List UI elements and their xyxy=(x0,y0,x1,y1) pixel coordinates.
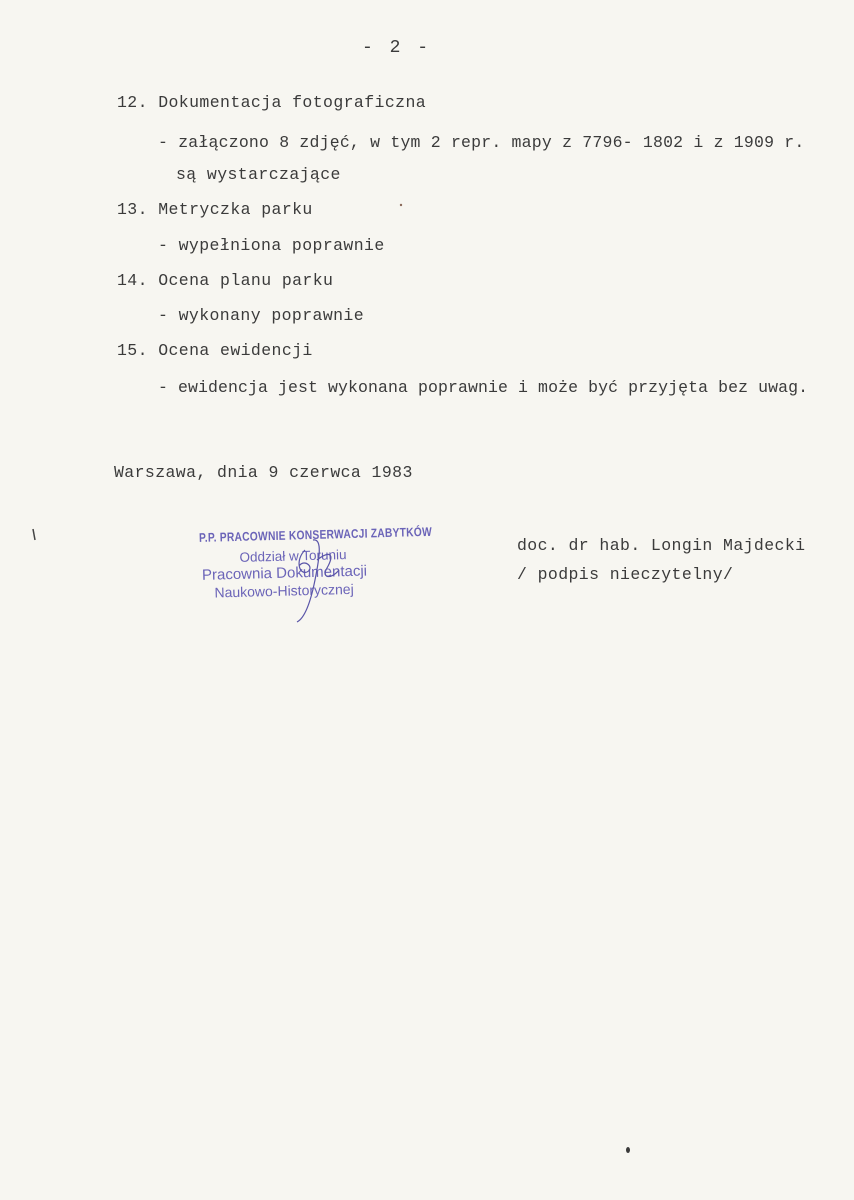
item-15-detail: - ewidencja jest wykonana poprawnie i może być przyjęta bez uwag. xyxy=(158,378,809,397)
stamp-line-3: Pracownia Dokumentacji xyxy=(201,562,368,584)
item-14-label: 14. Ocena planu parku xyxy=(117,271,334,290)
item-12-detail-continued: są wystarczające xyxy=(176,165,341,184)
place-and-date: Warszawa, dnia 9 czerwca 1983 xyxy=(114,463,413,482)
handwritten-signature xyxy=(275,520,355,630)
signature-note: / podpis nieczytelny/ xyxy=(517,565,734,584)
item-12-detail: - załączono 8 zdjęć, w tym 2 repr. mapy z 7796- 1802 i z 1909 r. xyxy=(158,133,805,152)
stamp-line-1: P.P. PRACOWNIE KONSERWACJI ZABYTKÓW xyxy=(198,524,433,545)
ink-dot xyxy=(624,1145,632,1155)
item-13-detail: - wypełniona poprawnie xyxy=(158,236,385,255)
signatory-name: doc. dr hab. Longin Majdecki xyxy=(517,536,806,555)
paper-speck xyxy=(398,202,404,208)
stamp-line-2: Oddział w Toruniu xyxy=(239,547,347,565)
item-13-label: 13. Metryczka parku xyxy=(117,200,313,219)
page-number: - 2 - xyxy=(362,38,432,58)
item-14-detail: - wykonany poprawnie xyxy=(158,306,365,325)
item-12-label: 12. Dokumentacja fotograficzna xyxy=(117,93,427,112)
item-15-label: 15. Ocena ewidencji xyxy=(117,341,313,360)
ink-mark xyxy=(30,528,38,542)
stamp-line-4: Naukowo-Historycznej xyxy=(214,580,354,601)
